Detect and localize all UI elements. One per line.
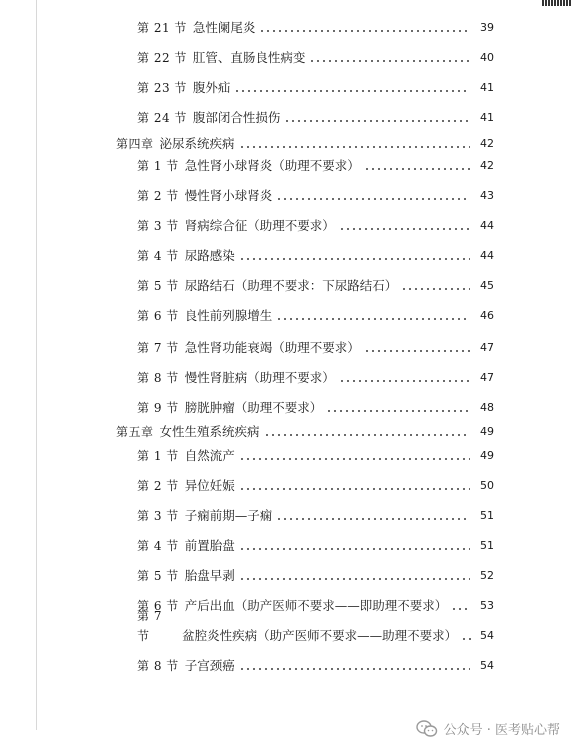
toc-entry-title: 急性肾功能衰竭（助理不要求）	[184, 340, 360, 355]
toc-entry-title: 尿路感染	[184, 248, 235, 263]
dot-leader	[276, 518, 470, 520]
toc-entry-number: 第 4 节	[137, 249, 179, 263]
toc-page-number: 52	[480, 569, 494, 582]
toc-section-entry[interactable]	[137, 476, 494, 496]
toc-entry-title: 子痫前期—子痫	[184, 508, 273, 523]
dot-leader	[239, 668, 470, 670]
dot-leader	[284, 120, 470, 122]
toc-section-entry[interactable]	[137, 156, 494, 176]
toc-page-number: 54	[480, 629, 495, 642]
toc-section-entry[interactable]	[137, 108, 494, 128]
wechat-icon	[416, 720, 438, 738]
toc-entry-number: 第 7 节	[137, 341, 179, 355]
dot-leader	[339, 228, 470, 230]
toc-page-number: 39	[480, 21, 494, 34]
toc-entry-number: 第 24 节	[137, 111, 187, 125]
toc-page-number: 41	[480, 81, 494, 94]
dot-leader	[276, 198, 470, 200]
toc-entry-number: 第 1 节	[137, 449, 179, 463]
toc-entry-title: 肛管、直肠良性病变	[192, 50, 306, 65]
toc-entry-title: 急性肾小球肾炎（助理不要求）	[184, 158, 360, 173]
toc-entry-number: 第 23 节	[137, 81, 187, 95]
dot-leader	[264, 434, 470, 436]
dot-leader	[309, 60, 470, 62]
toc-entry-number: 第 2 节	[137, 479, 179, 493]
toc-entry-title: 女性生殖系统疾病	[159, 424, 260, 439]
toc-entry-number: 第五章	[116, 425, 154, 439]
toc-page-number: 44	[480, 249, 494, 262]
toc-page-number: 42	[480, 137, 494, 150]
toc-entry-number: 第 6 节	[137, 599, 179, 613]
toc-entry-title: 膀胱肿瘤（助理不要求）	[184, 400, 323, 415]
toc-entry-title: 自然流产	[184, 448, 235, 463]
dot-leader	[234, 90, 470, 92]
toc-section-entry[interactable]	[137, 186, 494, 206]
toc-entry-title: 慢性肾脏病（助理不要求）	[184, 370, 335, 385]
toc-section-entry[interactable]	[137, 276, 494, 296]
dot-leader	[239, 458, 470, 460]
toc-entry-title: 泌尿系统疾病	[159, 136, 235, 151]
dot-leader	[259, 30, 470, 32]
toc-page-number: 49	[480, 425, 494, 438]
toc-entry-number: 第四章	[116, 137, 154, 151]
dot-leader	[364, 350, 470, 352]
toc-page-number: 44	[480, 219, 494, 232]
toc-page-number: 47	[480, 341, 494, 354]
toc-page-number: 45	[480, 279, 494, 292]
dot-leader	[239, 146, 470, 148]
toc-page-number: 50	[480, 479, 494, 492]
toc-entry-title: 腹部闭合性损伤	[192, 110, 281, 125]
dot-leader	[239, 488, 470, 490]
toc-section-entry[interactable]	[137, 656, 494, 676]
dot-leader	[239, 258, 470, 260]
toc-section-entry[interactable]	[137, 48, 494, 68]
toc-entry-number: 第 9 节	[137, 401, 179, 415]
toc-entry-number: 第 3 节	[137, 509, 179, 523]
toc-page-number: 47	[480, 371, 494, 384]
toc-section-entry[interactable]	[137, 368, 494, 388]
toc-entry-number: 第 8 节	[137, 371, 179, 385]
toc-section-entry[interactable]	[137, 596, 494, 616]
toc-entry-number: 第 7 节	[137, 609, 162, 643]
watermark	[416, 719, 560, 738]
dot-leader	[364, 168, 470, 170]
toc-section-entry[interactable]	[137, 446, 494, 466]
toc-entry-number: 第 3 节	[137, 219, 179, 233]
toc-entry-number: 第 22 节	[137, 51, 187, 65]
toc-entry-number: 第 4 节	[137, 539, 179, 553]
toc-entry-title: 异位妊娠	[184, 478, 235, 493]
toc-entry-number: 第 5 节	[137, 279, 179, 293]
dot-leader	[339, 380, 470, 382]
dot-leader	[451, 608, 470, 610]
toc-section-entry[interactable]	[137, 609, 495, 646]
toc-entry-title: 肾病综合征（助理不要求）	[184, 218, 335, 233]
toc-page-number: 53	[480, 599, 494, 612]
toc-chapter-entry[interactable]	[116, 134, 494, 154]
toc-section-entry[interactable]	[137, 566, 494, 586]
toc-section-entry[interactable]	[137, 306, 494, 326]
toc-page-number: 54	[480, 659, 494, 672]
toc-entry-title: 盆腔炎性疾病（助产医师不要求——助理不要求）	[182, 628, 458, 643]
toc-entry-title: 慢性肾小球肾炎	[184, 188, 273, 203]
toc-page-number: 43	[480, 189, 494, 202]
toc-section-entry[interactable]	[137, 18, 494, 38]
toc-entry-number: 第 21 节	[137, 21, 187, 35]
toc-entry-title: 良性前列腺增生	[184, 308, 273, 323]
toc-entry-title: 产后出血（助产医师不要求——即助理不要求）	[184, 598, 448, 613]
toc-entry-title: 腹外疝	[192, 80, 231, 95]
toc-section-entry[interactable]	[137, 78, 494, 98]
toc-section-entry[interactable]	[137, 506, 494, 526]
toc-entry-title: 前置胎盘	[184, 538, 235, 553]
toc-entry-number: 第 6 节	[137, 309, 179, 323]
toc-page-number: 42	[480, 159, 494, 172]
toc-section-entry[interactable]	[137, 246, 494, 266]
toc-entry-number: 第 8 节	[137, 659, 179, 673]
dot-leader	[239, 548, 470, 550]
dot-leader	[239, 578, 470, 580]
toc-section-entry[interactable]	[137, 216, 494, 236]
toc-entry-number: 第 1 节	[137, 159, 179, 173]
toc-chapter-entry[interactable]	[116, 422, 494, 442]
dot-leader	[401, 288, 470, 290]
toc-section-entry[interactable]	[137, 398, 494, 418]
watermark-text: 公众号 · 医考贴心帮	[443, 723, 560, 738]
toc-entry-title: 子宫颈癌	[184, 658, 235, 673]
toc-entry-title: 尿路结石（助理不要求：下尿路结石）	[184, 278, 398, 293]
toc-page-number: 49	[480, 449, 494, 462]
toc-entry-title: 胎盘早剥	[184, 568, 235, 583]
toc-entry-number: 第 2 节	[137, 189, 179, 203]
dot-leader	[276, 318, 470, 320]
toc-page-number: 46	[480, 309, 494, 322]
toc-entry-number: 第 5 节	[137, 569, 179, 583]
toc-page-number: 40	[480, 51, 494, 64]
dot-leader	[461, 638, 471, 640]
toc-section-entry[interactable]	[137, 536, 494, 556]
toc-entry-title: 急性阑尾炎	[192, 20, 256, 35]
toc-page-number: 51	[480, 539, 494, 552]
toc-section-entry[interactable]	[137, 338, 494, 358]
toc-page-number: 51	[480, 509, 494, 522]
toc-page-number: 41	[480, 111, 494, 124]
dot-leader	[326, 410, 470, 412]
toc-page-number: 48	[480, 401, 494, 414]
